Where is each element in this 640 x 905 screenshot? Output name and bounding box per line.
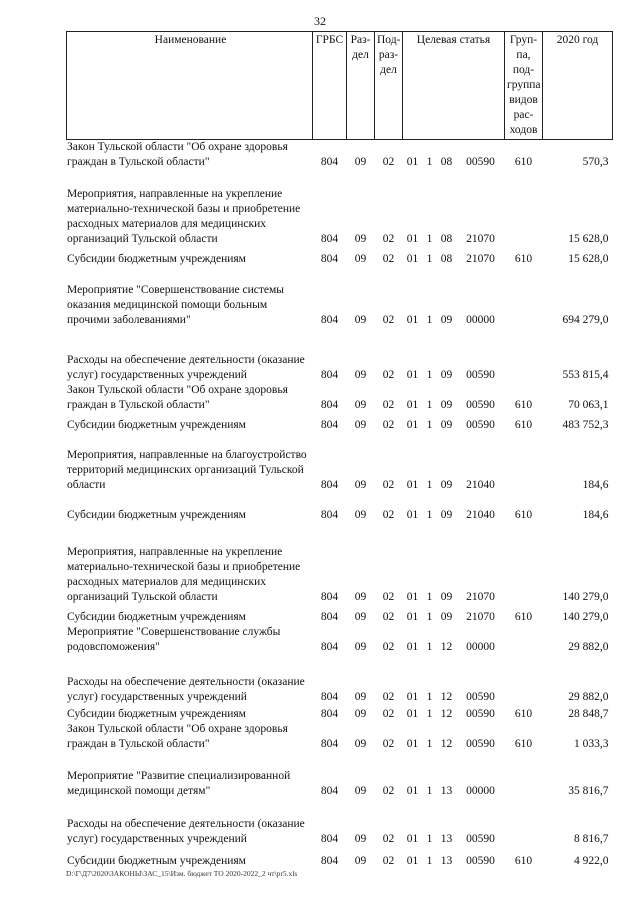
- row-target-subprogram: 1: [426, 691, 433, 703]
- row-podrazdel: 02: [382, 369, 395, 381]
- header-podrazdel: Под-раз-дел: [375, 32, 403, 140]
- row-target-activity: 12: [440, 708, 453, 720]
- row-sum: 4 922,0: [574, 855, 609, 867]
- table-row: [67, 625, 613, 655]
- row-expense-group: 610: [514, 708, 533, 720]
- row-sum: 15 628,0: [568, 233, 609, 245]
- row-razdel: 09: [354, 156, 367, 168]
- row-target-activity: 13: [440, 785, 453, 797]
- row-target-activity: 09: [440, 509, 453, 521]
- row-target-direction: 21070: [466, 591, 495, 603]
- row-expense-group: 610: [514, 399, 533, 411]
- row-target-program: 01: [406, 611, 419, 623]
- row-sum: 70 063,1: [568, 399, 609, 411]
- row-name: Закон Тульской области "Об охране здоровья граждан в Тульской области": [67, 141, 288, 168]
- row-target-subprogram: 1: [426, 641, 433, 653]
- row-razdel: 09: [354, 399, 367, 411]
- row-razdel: 09: [354, 419, 367, 431]
- row-name: Мероприятия, направленные на укрепление материально-технической базы и приобретение расходных материалов для медицинских организаций Тульской области: [67, 546, 301, 603]
- row-target-program: 01: [406, 641, 419, 653]
- row-razdel: 09: [354, 369, 367, 381]
- row-target-direction: 21070: [466, 611, 495, 623]
- header-target-article: Целевая статья: [403, 32, 505, 140]
- row-expense-group: [505, 328, 543, 383]
- table-row: [67, 752, 613, 799]
- row-target-program: 01: [406, 479, 419, 491]
- row-razdel: 09: [354, 641, 367, 653]
- row-target-direction: 00590: [466, 369, 495, 381]
- page-number: 32: [314, 14, 326, 28]
- row-sum: 35 816,7: [568, 785, 609, 797]
- row-razdel: 09: [354, 738, 367, 750]
- row-target-direction: 00590: [466, 708, 495, 720]
- row-target-direction: 21070: [466, 253, 495, 265]
- table-row: [67, 493, 613, 523]
- row-expense-group: [505, 170, 543, 247]
- row-sum: 184,6: [582, 509, 609, 521]
- row-target-direction: 21040: [466, 509, 495, 521]
- row-razdel: 09: [354, 591, 367, 603]
- row-grbs: 804: [320, 479, 339, 491]
- row-grbs: 804: [320, 611, 339, 623]
- row-expense-group: 610: [514, 419, 533, 431]
- row-target-program: 01: [406, 855, 419, 867]
- row-podrazdel: 02: [382, 253, 395, 265]
- row-sum: 29 882,0: [568, 641, 609, 653]
- row-target-program: 01: [406, 691, 419, 703]
- row-grbs: 804: [320, 691, 339, 703]
- row-target-subprogram: 1: [426, 419, 433, 431]
- row-target-program: 01: [406, 419, 419, 431]
- table-row: [67, 523, 613, 605]
- row-grbs: 804: [320, 855, 339, 867]
- table-row: [67, 140, 613, 171]
- row-podrazdel: 02: [382, 419, 395, 431]
- table-row: [67, 722, 613, 752]
- row-expense-group: [505, 523, 543, 605]
- row-target-activity: 08: [440, 233, 453, 245]
- row-target-subprogram: 1: [426, 253, 433, 265]
- row-expense-group: [505, 267, 543, 328]
- row-target-direction: 00000: [466, 785, 495, 797]
- row-grbs: 804: [320, 591, 339, 603]
- row-target-activity: 09: [440, 419, 453, 431]
- row-target-subprogram: 1: [426, 479, 433, 491]
- row-target-activity: 09: [440, 369, 453, 381]
- row-target-program: 01: [406, 156, 419, 168]
- row-target-program: 01: [406, 253, 419, 265]
- row-target-program: 01: [406, 314, 419, 326]
- row-name: Субсидии бюджетным учреждениям: [67, 855, 246, 867]
- row-grbs: 804: [320, 641, 339, 653]
- row-razdel: 09: [354, 509, 367, 521]
- table-row: [67, 413, 613, 433]
- row-target-activity: 09: [440, 479, 453, 491]
- row-target-subprogram: 1: [426, 611, 433, 623]
- row-sum: 570,3: [582, 156, 609, 168]
- row-razdel: 09: [354, 611, 367, 623]
- row-grbs: 804: [320, 833, 339, 845]
- row-grbs: 804: [320, 156, 339, 168]
- row-target-activity: 13: [440, 833, 453, 845]
- row-target-activity: 12: [440, 738, 453, 750]
- table-row: [67, 267, 613, 328]
- row-sum: 483 752,3: [562, 419, 609, 431]
- row-target-subprogram: 1: [426, 708, 433, 720]
- row-name: Мероприятие "Развитие специализированной медицинской помощи детям": [67, 770, 291, 797]
- row-target-subprogram: 1: [426, 833, 433, 845]
- row-podrazdel: 02: [382, 833, 395, 845]
- row-expense-group: 610: [514, 509, 533, 521]
- row-name: Субсидии бюджетным учреждениям: [67, 708, 246, 720]
- row-grbs: 804: [320, 369, 339, 381]
- row-expense-group: [505, 625, 543, 655]
- row-razdel: 09: [354, 253, 367, 265]
- row-razdel: 09: [354, 233, 367, 245]
- row-target-subprogram: 1: [426, 156, 433, 168]
- row-target-direction: 00590: [466, 855, 495, 867]
- row-target-program: 01: [406, 233, 419, 245]
- row-target-subprogram: 1: [426, 591, 433, 603]
- row-podrazdel: 02: [382, 509, 395, 521]
- row-name: Мероприятия, направленные на укрепление материально-технической базы и приобретение расходных материалов для медицинских организаций Тульской области: [67, 188, 301, 245]
- row-target-direction: 00000: [466, 314, 495, 326]
- row-grbs: 804: [320, 314, 339, 326]
- row-expense-group: [505, 433, 543, 493]
- row-target-activity: 09: [440, 591, 453, 603]
- table-row: [67, 383, 613, 413]
- row-target-activity: 08: [440, 253, 453, 265]
- row-name: Закон Тульской области "Об охране здоровья граждан в Тульской области": [67, 723, 288, 750]
- row-sum: 553 815,4: [562, 369, 609, 381]
- row-sum: 140 279,0: [562, 611, 609, 623]
- header-razdel: Раз-дел: [347, 32, 375, 140]
- row-podrazdel: 02: [382, 785, 395, 797]
- row-target-activity: 12: [440, 641, 453, 653]
- row-target-direction: 00590: [466, 691, 495, 703]
- table-row: [67, 799, 613, 847]
- row-target-direction: 00000: [466, 641, 495, 653]
- row-grbs: 804: [320, 419, 339, 431]
- row-podrazdel: 02: [382, 479, 395, 491]
- row-podrazdel: 02: [382, 641, 395, 653]
- row-target-direction: 21040: [466, 479, 495, 491]
- row-sum: 694 279,0: [562, 314, 609, 326]
- row-name: Расходы на обеспечение деятельности (оказание услуг) государственных учреждений: [67, 354, 305, 381]
- row-target-direction: 00590: [466, 833, 495, 845]
- budget-table: [66, 31, 613, 869]
- table-row: [67, 170, 613, 247]
- table-row: [67, 433, 613, 493]
- row-sum: 28 848,7: [568, 708, 609, 720]
- table-body: [67, 140, 613, 870]
- row-podrazdel: 02: [382, 708, 395, 720]
- row-expense-group: [505, 799, 543, 847]
- row-expense-group: [505, 752, 543, 799]
- table-header-row: [67, 32, 613, 140]
- row-razdel: 09: [354, 708, 367, 720]
- row-razdel: 09: [354, 479, 367, 491]
- row-razdel: 09: [354, 691, 367, 703]
- row-sum: 29 882,0: [568, 691, 609, 703]
- row-expense-group: 610: [514, 738, 533, 750]
- row-target-activity: 09: [440, 399, 453, 411]
- row-podrazdel: 02: [382, 156, 395, 168]
- row-grbs: 804: [320, 509, 339, 521]
- row-podrazdel: 02: [382, 855, 395, 867]
- footer-file-path: D:\Г\Д7\2020\ЗАКОНЫ\ЗАС_15\Изм. бюджет ТО 2020-2022_2 чт\pr5.xls: [66, 869, 298, 878]
- row-name: Субсидии бюджетным учреждениям: [67, 253, 246, 265]
- row-name: Субсидии бюджетным учреждениям: [67, 419, 246, 431]
- row-target-activity: 09: [440, 314, 453, 326]
- row-name: Субсидии бюджетным учреждениям: [67, 611, 246, 623]
- row-razdel: 09: [354, 785, 367, 797]
- row-grbs: 804: [320, 738, 339, 750]
- row-target-program: 01: [406, 833, 419, 845]
- row-target-program: 01: [406, 738, 419, 750]
- row-podrazdel: 02: [382, 691, 395, 703]
- header-grbs: ГРБС: [313, 32, 347, 140]
- row-target-program: 01: [406, 399, 419, 411]
- header-name: Наименование: [67, 32, 313, 140]
- row-target-program: 01: [406, 509, 419, 521]
- header-year: 2020 год: [543, 32, 613, 140]
- row-target-subprogram: 1: [426, 855, 433, 867]
- row-sum: 184,6: [582, 479, 609, 491]
- row-podrazdel: 02: [382, 591, 395, 603]
- row-target-direction: 00590: [466, 156, 495, 168]
- row-expense-group: 610: [514, 156, 533, 168]
- row-target-direction: 00590: [466, 399, 495, 411]
- row-target-program: 01: [406, 785, 419, 797]
- row-sum: 15 628,0: [568, 253, 609, 265]
- row-name: Мероприятие "Совершенствование службы родовспоможения": [67, 626, 281, 653]
- row-target-program: 01: [406, 708, 419, 720]
- row-target-program: 01: [406, 591, 419, 603]
- row-podrazdel: 02: [382, 738, 395, 750]
- row-name: Мероприятия, направленные на благоустройство территорий медицинских организаций Тульской области: [67, 449, 307, 491]
- row-expense-group: [505, 655, 543, 705]
- row-target-direction: 00590: [466, 738, 495, 750]
- row-grbs: 804: [320, 253, 339, 265]
- row-target-direction: 21070: [466, 233, 495, 245]
- table-row: [67, 328, 613, 383]
- row-target-subprogram: 1: [426, 785, 433, 797]
- row-grbs: 804: [320, 785, 339, 797]
- row-expense-group: 610: [514, 253, 533, 265]
- row-target-subprogram: 1: [426, 399, 433, 411]
- row-razdel: 09: [354, 833, 367, 845]
- row-name: Мероприятие "Совершенствование системы оказания медицинской помощи больным прочими заболеваниями": [67, 284, 285, 326]
- row-podrazdel: 02: [382, 233, 395, 245]
- row-name: Расходы на обеспечение деятельности (оказание услуг) государственных учреждений: [67, 818, 305, 845]
- row-target-subprogram: 1: [426, 314, 433, 326]
- row-target-subprogram: 1: [426, 233, 433, 245]
- row-expense-group: 610: [514, 855, 533, 867]
- row-name: Расходы на обеспечение деятельности (оказание услуг) государственных учреждений: [67, 676, 305, 703]
- row-razdel: 09: [354, 314, 367, 326]
- row-grbs: 804: [320, 708, 339, 720]
- row-expense-group: 610: [514, 611, 533, 623]
- row-target-activity: 12: [440, 691, 453, 703]
- row-target-activity: 08: [440, 156, 453, 168]
- row-podrazdel: 02: [382, 611, 395, 623]
- row-target-subprogram: 1: [426, 738, 433, 750]
- table-row: [67, 247, 613, 267]
- table-row: [67, 847, 613, 869]
- row-grbs: 804: [320, 233, 339, 245]
- header-expense-group: Груп-па, под-группа видов рас-ходов: [505, 32, 543, 140]
- row-target-activity: 09: [440, 611, 453, 623]
- row-target-subprogram: 1: [426, 509, 433, 521]
- row-target-program: 01: [406, 369, 419, 381]
- row-sum: 1 033,3: [574, 738, 609, 750]
- table-row: [67, 705, 613, 722]
- row-sum: 140 279,0: [562, 591, 609, 603]
- table-row: [67, 605, 613, 625]
- row-target-activity: 13: [440, 855, 453, 867]
- table-row: [67, 655, 613, 705]
- row-target-direction: 00590: [466, 419, 495, 431]
- row-podrazdel: 02: [382, 399, 395, 411]
- row-target-subprogram: 1: [426, 369, 433, 381]
- row-razdel: 09: [354, 855, 367, 867]
- row-name: Субсидии бюджетным учреждениям: [67, 509, 246, 521]
- row-podrazdel: 02: [382, 314, 395, 326]
- row-name: Закон Тульской области "Об охране здоровья граждан в Тульской области": [67, 384, 288, 411]
- row-grbs: 804: [320, 399, 339, 411]
- row-sum: 8 816,7: [574, 833, 609, 845]
